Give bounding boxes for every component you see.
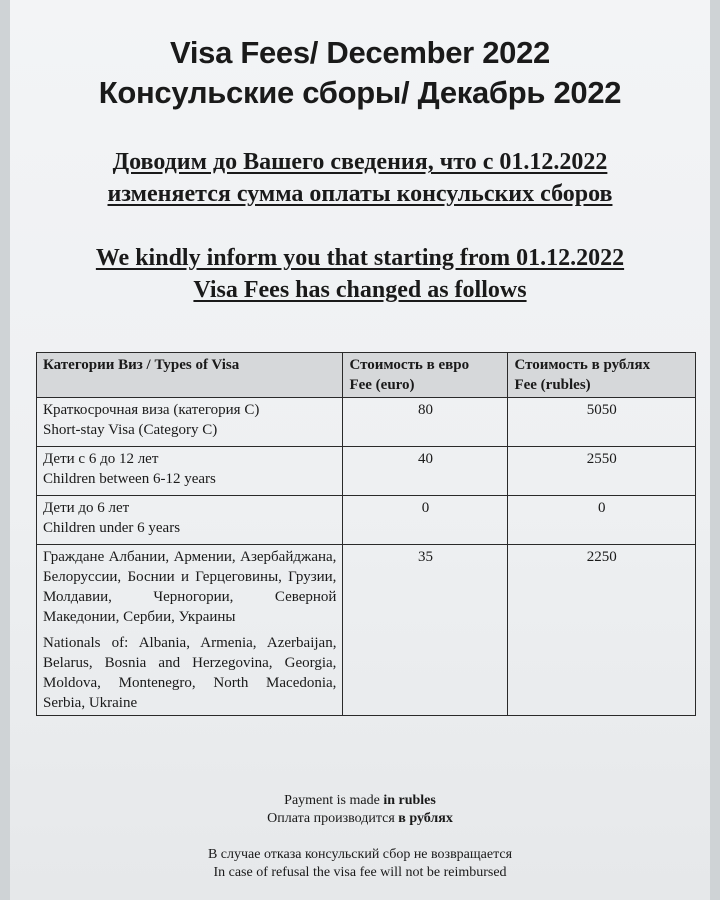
header-fee-euro-ru: Стоимость в евро bbox=[349, 357, 470, 373]
table-row bbox=[37, 496, 696, 545]
table-row bbox=[37, 447, 696, 496]
header-fee-rubles-en: Fee (rubles) bbox=[514, 377, 591, 393]
notice-en-line-1: We kindly inform you that starting from 01.12.2022 bbox=[95, 245, 625, 271]
refund-note-en: In case of refusal the visa fee will not be reimbursed bbox=[213, 865, 507, 880]
visa-type-ru: Дети с 6 до 12 лет bbox=[43, 451, 159, 467]
title-russian: Консульские сборы/ Декабрь 2022 bbox=[98, 75, 622, 110]
fee-rubles-cell: 2550 bbox=[508, 447, 696, 496]
payment-note-en-bold: in rubles bbox=[383, 793, 436, 808]
visa-type-cell bbox=[37, 447, 343, 496]
visa-type-ru: Дети до 6 лет bbox=[43, 500, 130, 516]
payment-note-ru bbox=[10, 810, 710, 828]
visa-type-cell bbox=[37, 398, 343, 447]
fee-rubles-cell: 2250 bbox=[508, 545, 696, 716]
fee-euro-cell: 0 bbox=[343, 496, 508, 545]
visa-type-en: Nationals of: Albania, Armenia, Azerbaijan, Belarus, Bosnia and Herzegovina, Georgia, Moldova, Montenegro, North Macedonia, Serbia, Ukraine bbox=[43, 635, 337, 711]
payment-note-ru-bold: в рублях bbox=[398, 811, 453, 826]
header-fee-rubles bbox=[508, 353, 696, 398]
fee-rubles-cell: 0 bbox=[508, 496, 696, 545]
visa-type-en: Short-stay Visa (Category C) bbox=[43, 422, 218, 438]
refund-note-ru: В случае отказа консульский сбор не возвращается bbox=[207, 847, 513, 862]
header-fee-rubles-ru: Стоимость в рублях bbox=[514, 357, 651, 373]
notice-en-line-2: Visa Fees has changed as follows bbox=[193, 277, 527, 303]
notice-ru-line-2: изменяется сумма оплаты консульских сборов bbox=[107, 181, 613, 207]
table-row bbox=[37, 398, 696, 447]
visa-type-cell bbox=[37, 496, 343, 545]
visa-type-en: Children between 6-12 years bbox=[43, 471, 216, 487]
header-visa-type bbox=[37, 353, 343, 398]
payment-note-ru-text: Оплата производится bbox=[267, 811, 399, 826]
table-header-row bbox=[37, 353, 696, 398]
notice-sheet bbox=[10, 0, 710, 900]
visa-type-ru: Краткосрочная виза (категория C) bbox=[43, 402, 260, 418]
payment-note-en-text: Payment is made bbox=[284, 793, 384, 808]
visa-fees-table bbox=[36, 352, 696, 716]
visa-type-cell bbox=[37, 545, 343, 716]
notice-ru-line-1: Доводим до Вашего сведения, что с 01.12.2022 bbox=[112, 149, 608, 175]
header-visa-type-label: Категории Виз / Types of Visa bbox=[43, 357, 240, 373]
title-english: Visa Fees/ December 2022 bbox=[170, 35, 550, 70]
fee-euro-cell: 80 bbox=[343, 398, 508, 447]
visa-type-en: Children under 6 years bbox=[43, 520, 181, 536]
header-fee-euro bbox=[343, 353, 508, 398]
fee-euro-cell: 35 bbox=[343, 545, 508, 716]
visa-type-ru: Граждане Албании, Армении, Азербайджана, Белоруссии, Боснии и Герцеговины, Грузии, Молдавии, Черногории, Северной Македонии, Сербии, Украины bbox=[43, 549, 337, 625]
table-row bbox=[37, 545, 696, 716]
header-fee-euro-en: Fee (euro) bbox=[349, 377, 415, 393]
payment-note-en bbox=[10, 792, 710, 810]
fee-rubles-cell: 5050 bbox=[508, 398, 696, 447]
fee-euro-cell: 40 bbox=[343, 447, 508, 496]
